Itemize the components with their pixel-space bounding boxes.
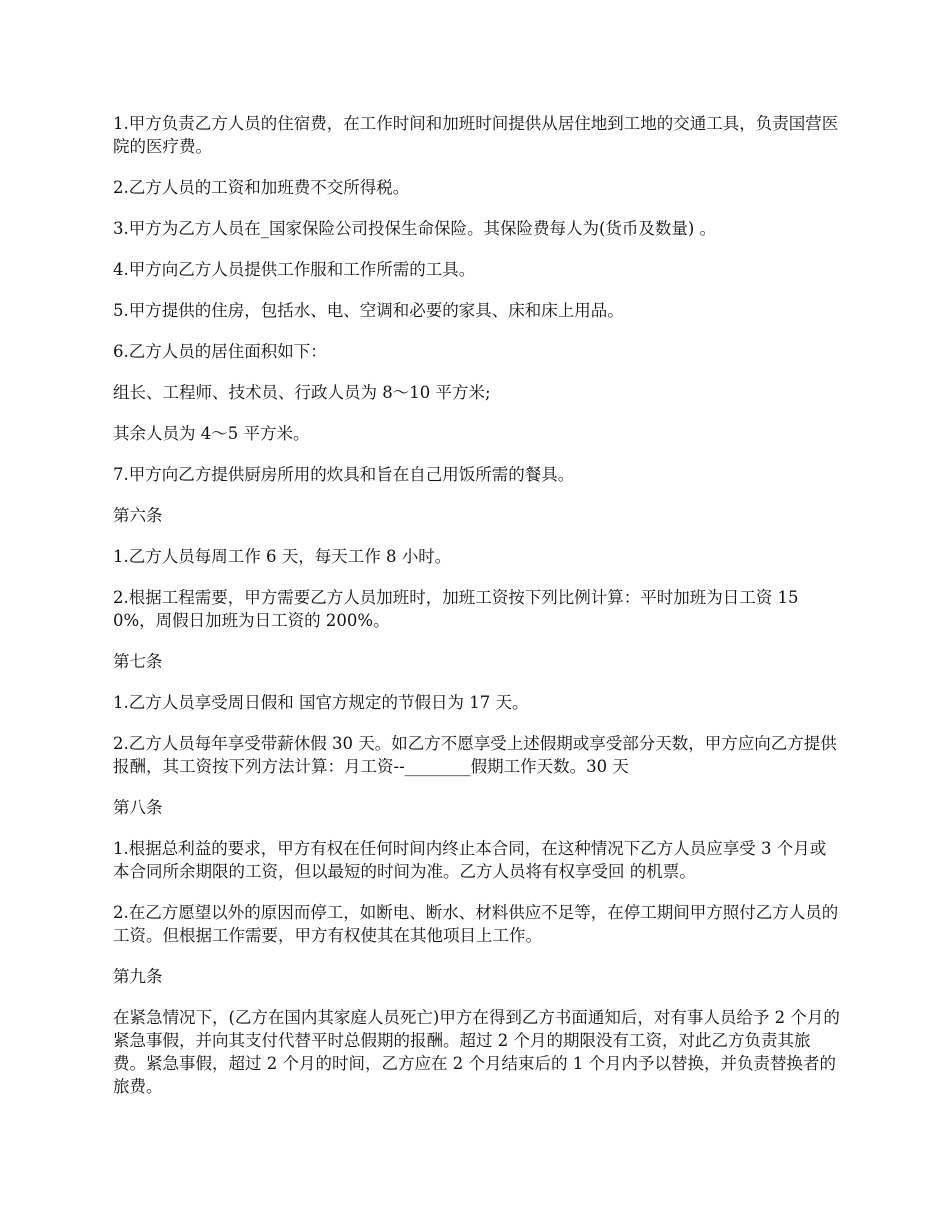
clause-paragraph: 2.乙方人员的工资和加班费不交所得税。 [113, 178, 410, 197]
clause-paragraph: 组长、工程师、技术员、行政人员为 8～10 平方米; [113, 383, 491, 402]
clause-paragraph: 其余人员为 4～5 平方米。 [113, 424, 310, 443]
clause-paragraph: 1.甲方负责乙方人员的住宿费，在工作时间和加班时间提供从居住地到工地的交通工具，负责国营医院的医疗费。 [113, 114, 839, 156]
article-heading: 第七条 [113, 652, 163, 671]
article-heading: 第八条 [113, 798, 163, 817]
clause-paragraph: 1.根据总利益的要求，甲方有权在任何时间内终止本合同，在这种情况下乙方人员应享受 3 个月或本合同所余期限的工资，但以最短的时间为准。乙方人员将有权享受回 的机票。 [113, 839, 827, 881]
clause-paragraph: 6.乙方人员的居住面积如下： [113, 342, 327, 361]
clause-paragraph: 2.在乙方愿望以外的原因而停工，如断电、断水、材料供应不足等，在停工期间甲方照付乙方人员的工资。但根据工作需要，甲方有权使其在其他项目上工作。 [113, 903, 839, 945]
clause-paragraph: 1.乙方人员享受周日假和 国官方规定的节假日为 17 天。 [113, 693, 529, 712]
clause-paragraph: 在紧急情况下，(乙方在国内其家庭人员死亡)甲方在得到乙方书面通知后，对有事人员给予 2 个月的紧急事假，并向其支付代替平时总假期的报酬。超过 2 个月的期限没有工资，对此乙方负责其旅费。紧急事假，超过 2 个月的时间，乙方应在 2 个月结束后的 1 个月内予以替换，并负责替换者的旅费。 [113, 1008, 840, 1096]
article-heading: 第九条 [113, 967, 163, 986]
clause-paragraph: 2.乙方人员每年享受带薪休假 30 天。如乙方不愿享受上述假期或享受部分天数，甲方应向乙方提供报酬，其工资按下列方法计算：月工资--________假期工作天数。30 天 [113, 734, 837, 776]
article-heading: 第六条 [113, 506, 163, 525]
clause-paragraph: 4.甲方向乙方人员提供工作服和工作所需的工具。 [113, 260, 476, 279]
clause-paragraph: 2.根据工程需要，甲方需要乙方人员加班时，加班工资按下列比例计算：平时加班为日工资 150%，周假日加班为日工资的 200%。 [113, 588, 799, 630]
clause-paragraph: 1.乙方人员每周工作 6 天，每天工作 8 小时。 [113, 547, 452, 566]
clause-paragraph: 5.甲方提供的住房，包括水、电、空调和必要的家具、床和床上用品。 [113, 301, 624, 320]
clause-paragraph: 7.甲方向乙方提供厨房所用的炊具和旨在自己用饭所需的餐具。 [113, 465, 575, 484]
clause-paragraph: 3.甲方为乙方人员在_国家保险公司投保生命保险。其保险费每人为(货币及数量) 。 [113, 219, 717, 238]
document-page [113, 112, 841, 1116]
